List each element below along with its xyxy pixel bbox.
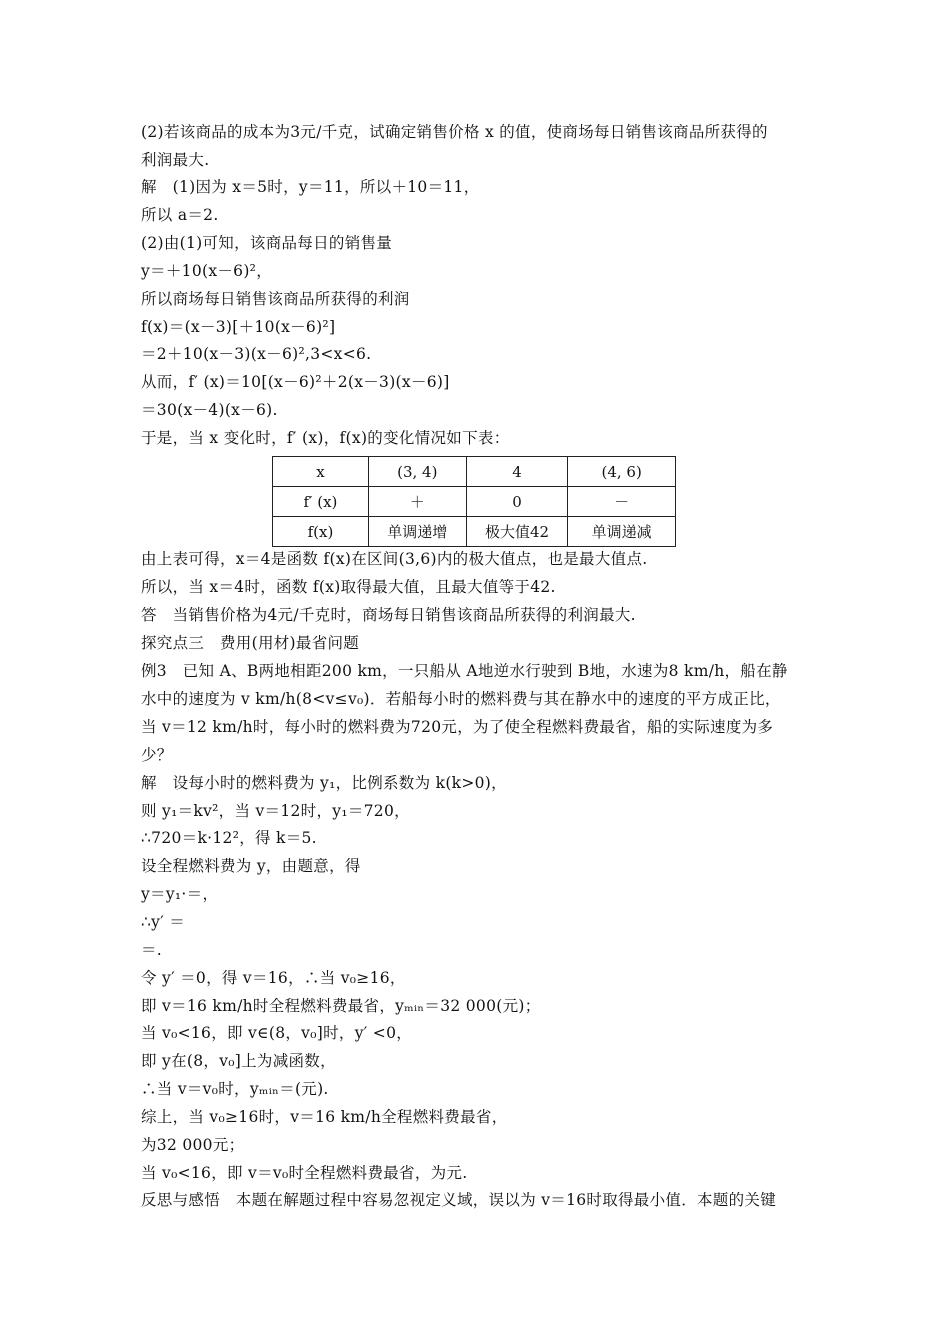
text-line: ＝.: [141, 941, 163, 959]
text-line: 所以商场每日销售该商品所获得的利润: [141, 290, 410, 308]
text-line: 所以，当 x＝4时，函数 f(x)取得最大值，且最大值等于42.: [141, 578, 556, 596]
text-line: 解 设每小时的燃料费为 y₁，比例系数为 k(k>0)，: [141, 774, 507, 792]
text-line: y＝＋10(x－6)²，: [141, 262, 272, 280]
text-line: 当 v₀<16，即 v∈(8，v₀]时，y′ <0，: [141, 1024, 413, 1042]
table-cell: f(x): [273, 517, 369, 547]
text-line: 令 y′ ＝0，得 v＝16，∴当 v₀≥16，: [141, 969, 406, 987]
table-cell: －: [568, 487, 676, 517]
text-line: f(x)＝(x－3)[＋10(x－6)²]: [141, 318, 336, 336]
text-line: 即 v＝16 km/h时全程燃料费最省，yₘᵢₙ＝32 000(元)；: [141, 997, 541, 1015]
table-cell: 单调递减: [568, 517, 676, 547]
text-line: 利润最大.: [141, 151, 210, 169]
table-row: [273, 487, 676, 517]
table-cell: x: [273, 457, 369, 487]
text-line: 反思与感悟 本题在解题过程中容易忽视定义域，误以为 v＝16时取得最小值．本题的关键: [141, 1191, 777, 1209]
text-line: ＝30(x－4)(x－6).: [141, 401, 278, 419]
table-row: [273, 517, 676, 547]
text-line: ∴y′ ＝: [141, 913, 186, 931]
text-line: 当 v₀<16，即 v＝v₀时全程燃料费最省，为元.: [141, 1164, 468, 1182]
text-line: 例3 已知 A、B两地相距200 km，一只船从 A地逆水行驶到 B地，水速为8 km/h，船在静: [141, 662, 788, 680]
table-row: [273, 457, 676, 487]
text-line: 所以 a＝2.: [141, 206, 219, 224]
text-line: 水中的速度为 v km/h(8<v≤v₀)．若船每小时的燃料费与其在静水中的速度的平方成正比，: [141, 690, 781, 708]
text-line: ∴720＝k·12²，得 k＝5.: [141, 829, 317, 847]
text-line: ＝2＋10(x－3)(x－6)²,3<x<6.: [141, 345, 372, 363]
text-line: 解 (1)因为 x＝5时，y＝11，所以＋10＝11，: [141, 178, 480, 196]
text-line: 少？: [141, 746, 173, 764]
text-line: 为32 000元；: [141, 1136, 245, 1154]
text-line: 由上表可得，x＝4是函数 f(x)在区间(3,6)内的极大值点，也是最大值点.: [141, 550, 648, 568]
text-line: 从而，f′ (x)＝10[(x－6)²＋2(x－3)(x－6)]: [141, 373, 450, 391]
text-line: (2)由(1)可知，该商品每日的销售量: [141, 234, 393, 252]
table-cell: 0: [466, 487, 568, 517]
section-heading: 探究点三 费用(用材)最省问题: [141, 634, 360, 652]
text-line: 当 v＝12 km/h时，每小时的燃料费为720元，为了使全程燃料费最省，船的实际速度为多: [141, 718, 774, 736]
text-line: (2)若该商品的成本为3元/千克，试确定销售价格 x 的值，使商场每日销售该商品所获得的: [141, 123, 768, 141]
text-line: y＝y₁·＝，: [141, 885, 219, 903]
table-cell: (3, 4): [368, 457, 466, 487]
text-line: 答 当销售价格为4元/千克时，商场每日销售该商品所获得的利润最大.: [141, 606, 636, 624]
table-cell: ＋: [368, 487, 466, 517]
table-cell: (4, 6): [568, 457, 676, 487]
text-line: 即 y在(8，v₀]上为减函数，: [141, 1052, 336, 1070]
text-line: ∴当 v＝v₀时，yₘᵢₙ＝(元).: [141, 1080, 329, 1098]
text-line: 综上，当 v₀≥16时，v＝16 km/h全程燃料费最省，: [141, 1108, 508, 1126]
text-line: 设全程燃料费为 y，由题意，得: [141, 857, 361, 875]
derivative-sign-table: [272, 456, 676, 547]
text-line: 则 y₁＝kv²，当 v＝12时，y₁＝720，: [141, 802, 410, 820]
text-line: 于是，当 x 变化时，f′ (x)，f(x)的变化情况如下表：: [141, 429, 510, 447]
table-cell: 4: [466, 457, 568, 487]
table-cell: 单调递增: [368, 517, 466, 547]
table-cell: 极大值42: [466, 517, 568, 547]
table-cell: f′ (x): [273, 487, 369, 517]
